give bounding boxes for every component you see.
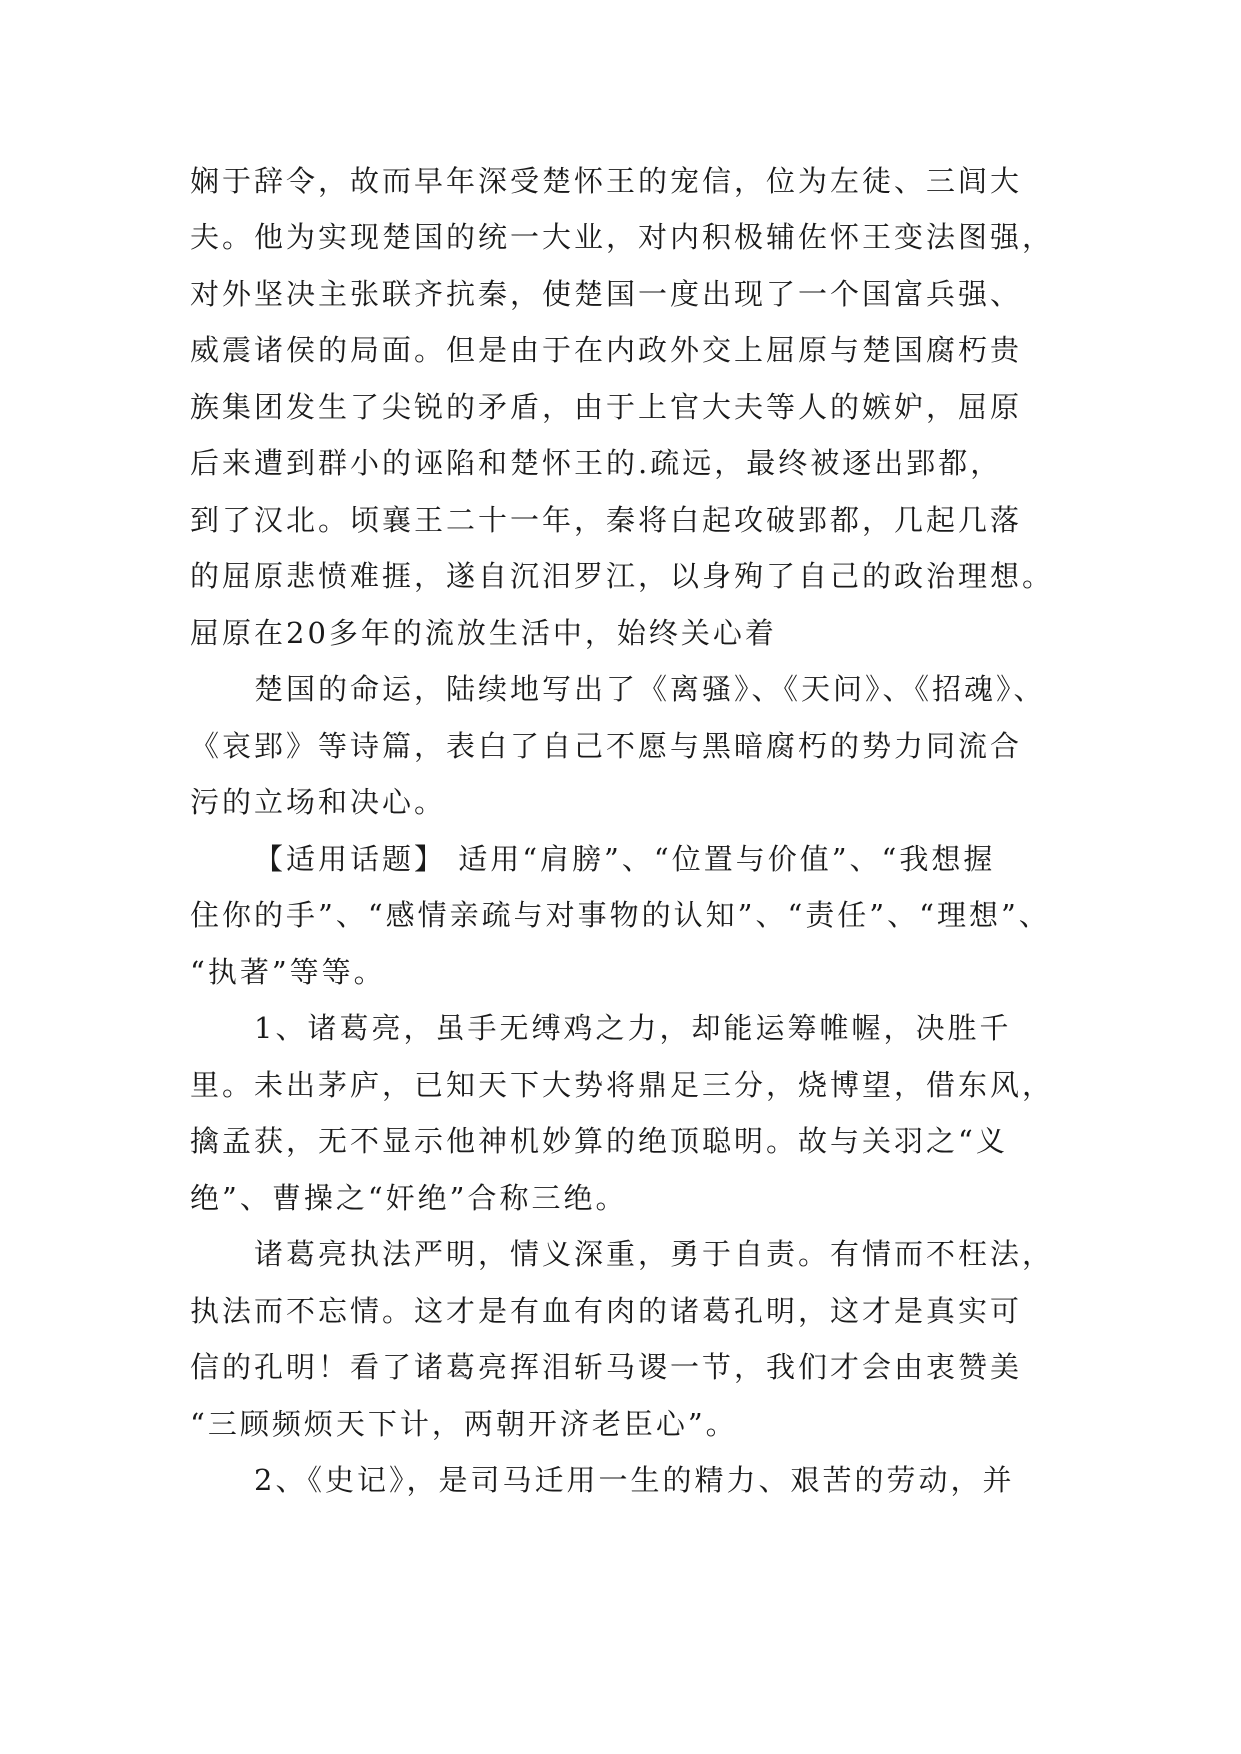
text-line: 娴于辞令，故而早年深受楚怀王的宠信，位为左徒、三闾大 (190, 164, 1023, 198)
text-line: 后来遭到群小的诬陷和楚怀王的.疏远，最终被逐出郢都， (190, 446, 1003, 480)
text-line: 里。未出茅庐，已知天下大势将鼎足三分，烧博望，借东风， (190, 1068, 1055, 1102)
text-line: 威震诸侯的局面。但是由于在内政外交上屈原与楚国腐朽贵 (190, 333, 1023, 367)
text-line: “执著”等等。 (190, 955, 386, 989)
text-line: 执法而不忘情。这才是有血有肉的诸葛孔明，这才是真实可 (190, 1294, 1023, 1328)
text-line: “三顾频烦天下计，两朝开济老臣心”。 (190, 1407, 738, 1441)
text-line: 《哀郢》等诗篇，表白了自己不愿与黑暗腐朽的势力同流合 (190, 729, 1023, 763)
text-line: 信的孔明！看了诸葛亮挥泪斩马谡一节，我们才会由衷赞美 (190, 1350, 1023, 1384)
text-line: 族集团发生了尖锐的矛盾，由于上官大夫等人的嫉妒，屈原 (190, 390, 1023, 424)
paragraph-first-line: 诸葛亮执法严明，情义深重，勇于自责。有情而不枉法， (254, 1237, 1055, 1271)
text-line: 对外坚决主张联齐抗秦，使楚国一度出现了一个国富兵强、 (190, 277, 1023, 311)
text-line: 擒孟获，无不显示他神机妙算的绝顶聪明。故与关羽之“义 (190, 1124, 1008, 1158)
text-line: 住你的手”、“感情亲疏与对事物的认知”、“责任”、“理想”、 (190, 898, 1051, 932)
text-line: 绝”、曹操之“奸绝”合称三绝。 (190, 1181, 628, 1215)
text-line: 到了汉北。顷襄王二十一年，秦将白起攻破郢都，几起几落 (190, 503, 1023, 537)
text-line: 的屈原悲愤难捱，遂自沉汨罗江，以身殉了自己的政治理想。 (190, 559, 1055, 593)
text-line: 屈原在20多年的流放生活中，始终关心着 (190, 616, 777, 650)
paragraph-first-line: 2、《史记》，是司马迁用一生的精力、艰苦的劳动，并 (254, 1463, 1015, 1497)
paragraph-first-line: 【适用话题】 适用“肩膀”、“位置与价值”、“我想握 (254, 842, 996, 876)
text-line: 污的立场和决心。 (190, 785, 447, 819)
text-line: 夫。他为实现楚国的统一大业，对内积极辅佐怀王变法图强， (190, 220, 1055, 254)
paragraph-first-line: 1、诸葛亮，虽手无缚鸡之力，却能运筹帷幄，决胜千 (254, 1011, 1012, 1045)
paragraph-first-line: 楚国的命运，陆续地写出了《离骚》、《天问》、《招魂》、 (254, 672, 1046, 706)
